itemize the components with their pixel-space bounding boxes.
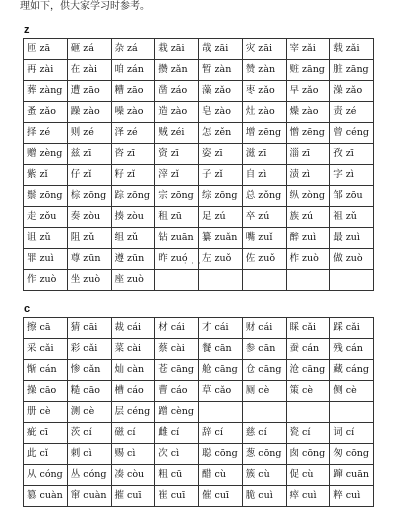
character-cell: 财 cái [242, 318, 286, 339]
character-cell: 族 zú [286, 207, 330, 228]
character-cell: 总 zǒng [242, 186, 286, 207]
character-cell: 载 zǎi [330, 39, 374, 60]
table-row [24, 339, 374, 360]
table-row [24, 186, 374, 207]
character-cell: 滋 zī [242, 144, 286, 165]
table-row [24, 81, 374, 102]
character-cell: 攒 zǎn [155, 60, 199, 81]
character-cell: 囱 cōng [286, 444, 330, 465]
character-cell: 棕 zōng [67, 186, 111, 207]
character-cell: 厕 cè [242, 381, 286, 402]
table-row [24, 402, 374, 423]
character-cell: 咱 zán [111, 60, 155, 81]
character-cell: 灾 zāi [242, 39, 286, 60]
table-row [24, 465, 374, 486]
character-cell: 糟 zāo [111, 81, 155, 102]
table-row [24, 444, 374, 465]
character-cell: 窜 cuàn [67, 486, 111, 507]
character-cell: 惭 cán [24, 360, 68, 381]
character-cell: 自 zì [242, 165, 286, 186]
character-cell: 词 cí [330, 423, 374, 444]
character-cell: 滓 zǐ [155, 165, 199, 186]
character-cell: 作 zuò [24, 270, 68, 291]
character-cell [286, 270, 330, 291]
character-cell: 藻 zǎo [199, 81, 243, 102]
character-cell: 邹 zōu [330, 186, 374, 207]
character-cell: 藏 cáng [330, 360, 374, 381]
character-cell: 材 cái [155, 318, 199, 339]
character-cell: 苍 cāng [155, 360, 199, 381]
page-break-marker: · · · [184, 259, 202, 268]
character-cell: 脆 cuì [242, 486, 286, 507]
table-row [24, 270, 374, 291]
character-cell: 揍 zòu [111, 207, 155, 228]
table-row [24, 60, 374, 81]
character-cell: 走 zǒu [24, 207, 68, 228]
character-cell: 字 zì [330, 165, 374, 186]
character-cell: 噪 zào [111, 102, 155, 123]
table-row [24, 144, 374, 165]
character-cell: 瓷 cí [286, 423, 330, 444]
character-cell: 残 cán [330, 339, 374, 360]
character-cell: 再 zài [24, 60, 68, 81]
character-cell: 灿 càn [111, 360, 155, 381]
character-cell: 灶 zào [242, 102, 286, 123]
section-heading-z: z [24, 24, 30, 36]
pinyin-table-z [23, 38, 374, 291]
character-cell: 赐 cì [111, 444, 155, 465]
character-cell: 瘁 cuì [286, 486, 330, 507]
character-cell: 嘴 zuǐ [242, 228, 286, 249]
character-cell: 哉 zāi [199, 39, 243, 60]
character-cell: 策 cè [286, 381, 330, 402]
character-cell [242, 270, 286, 291]
character-cell: 摧 cuī [111, 486, 155, 507]
character-cell: 曾 céng [330, 123, 374, 144]
character-cell: 疵 cī [24, 423, 68, 444]
character-cell: 睬 cǎi [286, 318, 330, 339]
character-cell: 才 cái [199, 318, 243, 339]
character-cell: 葬 zàng [24, 81, 68, 102]
character-cell: 租 zū [155, 207, 199, 228]
character-cell: 左 zuǒ [199, 249, 243, 270]
table-row [24, 318, 374, 339]
character-cell: 渍 zì [286, 165, 330, 186]
character-cell: 则 zé [67, 123, 111, 144]
character-cell: 子 zǐ [199, 165, 243, 186]
character-cell: 蹿 cuān [330, 465, 374, 486]
table-row [24, 228, 374, 249]
character-cell: 最 zuì [330, 228, 374, 249]
intro-text: 理如下，供大家学习时参考。 [20, 1, 150, 12]
character-cell [330, 270, 374, 291]
character-cell: 沧 cāng [286, 360, 330, 381]
character-cell: 柞 zuò [286, 249, 330, 270]
character-cell: 纵 zòng [286, 186, 330, 207]
character-cell: 参 cān [242, 339, 286, 360]
character-cell: 遭 zāo [67, 81, 111, 102]
character-cell: 兹 zī [67, 144, 111, 165]
table-row [24, 39, 374, 60]
character-cell: 茨 cí [67, 423, 111, 444]
character-cell: 操 cāo [24, 381, 68, 402]
character-cell: 此 cǐ [24, 444, 68, 465]
character-cell: 憎 zēng [286, 123, 330, 144]
character-cell [242, 402, 286, 423]
character-cell: 增 zēng [242, 123, 286, 144]
character-cell: 匝 zā [24, 39, 68, 60]
character-cell [199, 270, 243, 291]
character-cell: 阻 zǔ [67, 228, 111, 249]
character-cell: 暂 zàn [199, 60, 243, 81]
character-cell: 册 cè [24, 402, 68, 423]
character-cell: 糙 cāo [67, 381, 111, 402]
character-cell: 舱 cāng [199, 360, 243, 381]
table-row [24, 423, 374, 444]
character-cell: 菜 cài [111, 339, 155, 360]
character-cell: 宰 zǎi [286, 39, 330, 60]
character-cell: 刺 cì [67, 444, 111, 465]
character-cell: 惨 cǎn [67, 360, 111, 381]
character-cell: 崔 cuī [155, 486, 199, 507]
character-cell: 躁 zào [67, 102, 111, 123]
character-cell: 测 cè [67, 402, 111, 423]
character-cell: 坐 zuò [67, 270, 111, 291]
character-cell: 醉 zuì [286, 228, 330, 249]
character-cell: 凑 còu [111, 465, 155, 486]
character-cell: 昨 zuó [155, 249, 199, 270]
character-cell: 籽 zǐ [111, 165, 155, 186]
character-cell: 采 cǎi [24, 339, 68, 360]
character-cell: 贼 zéi [155, 123, 199, 144]
character-cell: 在 zài [67, 60, 111, 81]
character-cell: 孜 zī [330, 144, 374, 165]
table-row [24, 165, 374, 186]
character-cell: 次 cì [155, 444, 199, 465]
character-cell: 枣 zǎo [242, 81, 286, 102]
character-cell: 钻 zuān [155, 228, 199, 249]
character-cell: 裁 cái [111, 318, 155, 339]
character-cell: 醋 cù [199, 465, 243, 486]
character-cell: 宗 zōng [155, 186, 199, 207]
character-cell: 澡 zǎo [330, 81, 374, 102]
character-cell: 仓 cāng [242, 360, 286, 381]
character-cell: 栽 zāi [155, 39, 199, 60]
character-cell: 组 zǔ [111, 228, 155, 249]
character-cell: 雌 cí [155, 423, 199, 444]
character-cell: 猜 cāi [67, 318, 111, 339]
character-cell: 赃 zāng [286, 60, 330, 81]
character-cell: 踪 zōng [111, 186, 155, 207]
character-cell: 祖 zǔ [330, 207, 374, 228]
character-cell: 纂 zuǎn [199, 228, 243, 249]
character-cell: 辞 cí [199, 423, 243, 444]
character-cell: 餐 cān [199, 339, 243, 360]
character-cell: 篡 cuàn [24, 486, 68, 507]
character-cell [286, 402, 330, 423]
character-cell: 凿 záo [155, 81, 199, 102]
character-cell: 慈 cí [242, 423, 286, 444]
character-cell: 仔 zǐ [67, 165, 111, 186]
character-cell: 咨 zī [111, 144, 155, 165]
character-cell: 葱 cōng [242, 444, 286, 465]
character-cell: 蚕 cán [286, 339, 330, 360]
character-cell: 蔡 cài [155, 339, 199, 360]
character-cell: 脏 zāng [330, 60, 374, 81]
character-cell: 卒 zú [242, 207, 286, 228]
character-cell: 罪 zuì [24, 249, 68, 270]
character-cell: 赞 zàn [242, 60, 286, 81]
character-cell: 紫 zǐ [24, 165, 68, 186]
character-cell: 聪 cōng [199, 444, 243, 465]
table-row [24, 381, 374, 402]
character-cell: 怎 zěn [199, 123, 243, 144]
character-cell: 资 zī [155, 144, 199, 165]
character-cell [155, 270, 199, 291]
section-heading-c: c [24, 303, 31, 315]
table-row [24, 207, 374, 228]
character-cell: 泽 zé [111, 123, 155, 144]
character-cell: 槽 cáo [111, 381, 155, 402]
character-cell [330, 402, 374, 423]
character-cell: 曹 cáo [155, 381, 199, 402]
character-cell: 燥 zào [286, 102, 330, 123]
character-cell: 造 zào [155, 102, 199, 123]
table-row [24, 102, 374, 123]
character-cell: 蚤 zǎo [24, 102, 68, 123]
character-cell: 磁 cí [111, 423, 155, 444]
character-cell: 佐 zuǒ [242, 249, 286, 270]
character-cell: 匆 cōng [330, 444, 374, 465]
table-row [24, 123, 374, 144]
character-cell: 粹 cuì [330, 486, 374, 507]
character-cell: 做 zuò [330, 249, 374, 270]
character-cell: 赠 zèng [24, 144, 68, 165]
character-cell [199, 402, 243, 423]
character-cell: 早 zǎo [286, 81, 330, 102]
character-cell: 尊 zūn [67, 249, 111, 270]
character-cell: 姿 zī [199, 144, 243, 165]
character-cell: 座 zuò [111, 270, 155, 291]
character-cell: 择 zé [24, 123, 68, 144]
character-cell: 促 cù [286, 465, 330, 486]
character-cell: 彩 cǎi [67, 339, 111, 360]
character-cell: 侧 cè [330, 381, 374, 402]
character-cell: 诅 zǔ [24, 228, 68, 249]
character-cell: 簇 cù [242, 465, 286, 486]
character-cell: 从 cóng [24, 465, 68, 486]
character-cell: 草 cǎo [199, 381, 243, 402]
table-row [24, 360, 374, 381]
character-cell: 鬃 zōng [24, 186, 68, 207]
character-cell: 综 zōng [199, 186, 243, 207]
character-cell: 踩 cǎi [330, 318, 374, 339]
character-cell: 淄 zī [286, 144, 330, 165]
character-cell: 奏 zòu [67, 207, 111, 228]
character-cell: 砸 zá [67, 39, 111, 60]
character-cell: 责 zé [330, 102, 374, 123]
character-cell: 催 cuī [199, 486, 243, 507]
character-cell: 皂 zào [199, 102, 243, 123]
character-cell: 蹭 cèng [155, 402, 199, 423]
character-cell: 丛 cóng [67, 465, 111, 486]
character-cell: 杂 zá [111, 39, 155, 60]
character-cell: 擦 cā [24, 318, 68, 339]
character-cell: 遵 zūn [111, 249, 155, 270]
character-cell: 粗 cū [155, 465, 199, 486]
character-cell: 足 zú [199, 207, 243, 228]
pinyin-table-c [23, 317, 374, 507]
character-cell: 层 céng [111, 402, 155, 423]
